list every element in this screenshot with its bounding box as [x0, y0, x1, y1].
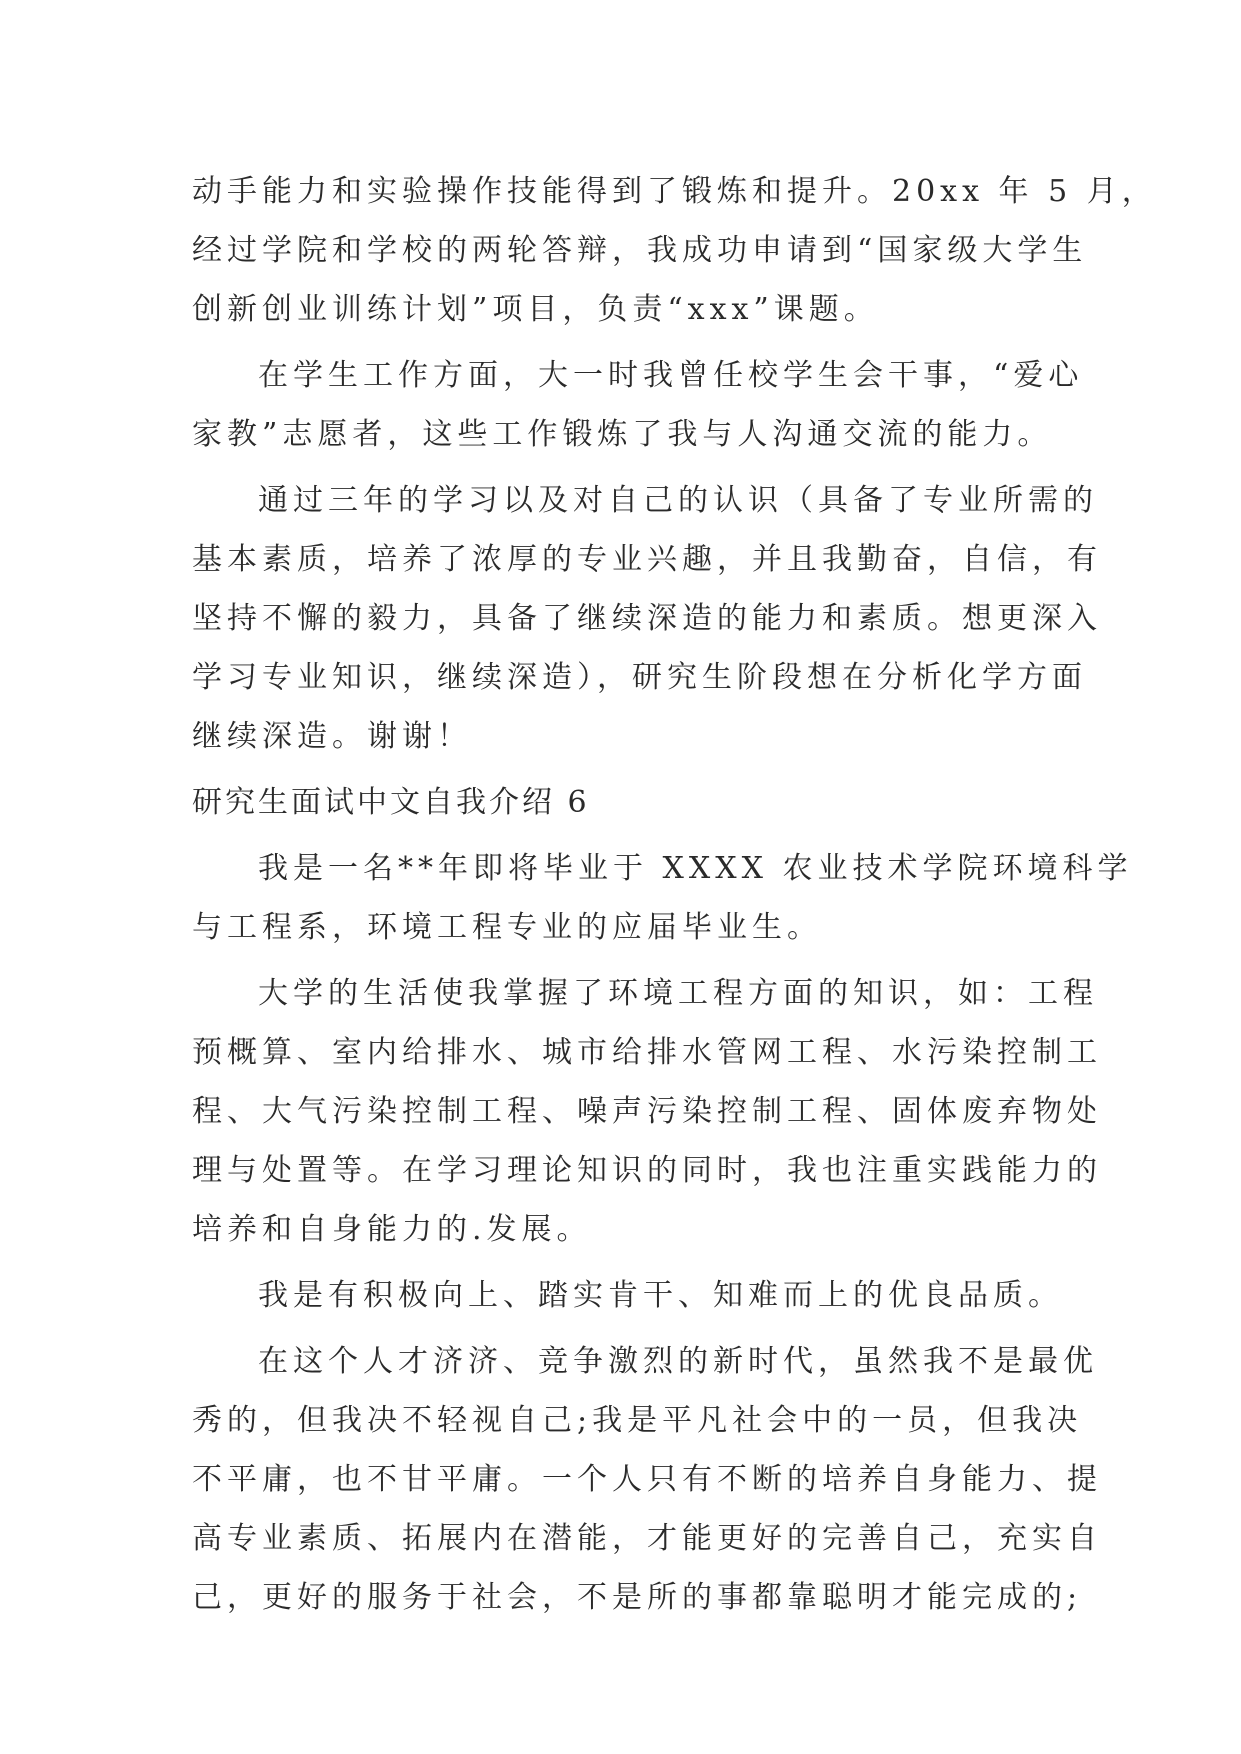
text-line: 我是有积极向上、踏实肯干、知难而上的优良品质。 — [258, 1278, 1063, 1313]
text-line: 大学的生活使我掌握了环境工程方面的知识，如：工程 — [258, 976, 1098, 1011]
text-line: 程、大气污染控制工程、噪声污染控制工程、固体废弃物处 — [192, 1094, 1102, 1129]
text-line: 基本素质，培养了浓厚的专业兴趣，并且我勤奋，自信，有 — [192, 542, 1102, 577]
text-line: 创新创业训练计划”项目，负责“xxx”课题。 — [192, 292, 879, 327]
text-line: 通过三年的学习以及对自己的认识（具备了专业所需的 — [258, 483, 1098, 518]
paragraph-era — [192, 1332, 1102, 1627]
paragraph-summary — [192, 471, 1102, 766]
text-line: 不平庸，也不甘平庸。一个人只有不断的培养自身能力、提 — [192, 1462, 1102, 1497]
text-line: 动手能力和实验操作技能得到了锻炼和提升。20xx 年 5 月， — [192, 174, 1157, 209]
text-line: 理与处置等。在学习理论知识的同时，我也注重实践能力的 — [192, 1153, 1102, 1188]
section-heading: 研究生面试中文自我介绍 6 — [192, 785, 590, 820]
text-line: 高专业素质、拓展内在潜能，才能更好的完善自己，充实自 — [192, 1521, 1102, 1556]
paragraph-lab-skills — [192, 162, 1157, 339]
text-line: 在学生工作方面，大一时我曾任校学生会干事，“爱心 — [258, 358, 1084, 393]
paragraph-student-work — [192, 346, 1084, 464]
text-line: 在这个人才济济、竞争激烈的新时代，虽然我不是最优 — [258, 1344, 1098, 1379]
paragraph-intro — [192, 839, 1133, 957]
text-line: 我是一名**年即将毕业于 XXXX 农业技术学院环境科学 — [258, 851, 1133, 886]
text-line: 经过学院和学校的两轮答辩，我成功申请到“国家级大学生 — [192, 233, 1088, 268]
text-line: 秀的，但我决不轻视自己;我是平凡社会中的一员，但我决 — [192, 1403, 1083, 1438]
text-line: 己，更好的服务于社会，不是所的事都靠聪明才能完成的; — [192, 1580, 1083, 1615]
document-body — [192, 162, 1157, 1634]
paragraph-knowledge — [192, 964, 1102, 1259]
text-line: 培养和自身能力的.发展。 — [192, 1212, 592, 1247]
paragraph-qualities — [192, 1266, 1072, 1325]
text-line: 家教”志愿者，这些工作锻炼了我与人沟通交流的能力。 — [192, 417, 1053, 452]
text-line: 学习专业知识，继续深造），研究生阶段想在分析化学方面 — [192, 660, 1087, 695]
text-line: 预概算、室内给排水、城市给排水管网工程、水污染控制工 — [192, 1035, 1102, 1070]
text-line: 继续深造。谢谢！ — [192, 719, 472, 754]
text-line: 与工程系，环境工程专业的应届毕业生。 — [192, 910, 822, 945]
text-line: 坚持不懈的毅力，具备了继续深造的能力和素质。想更深入 — [192, 601, 1102, 636]
